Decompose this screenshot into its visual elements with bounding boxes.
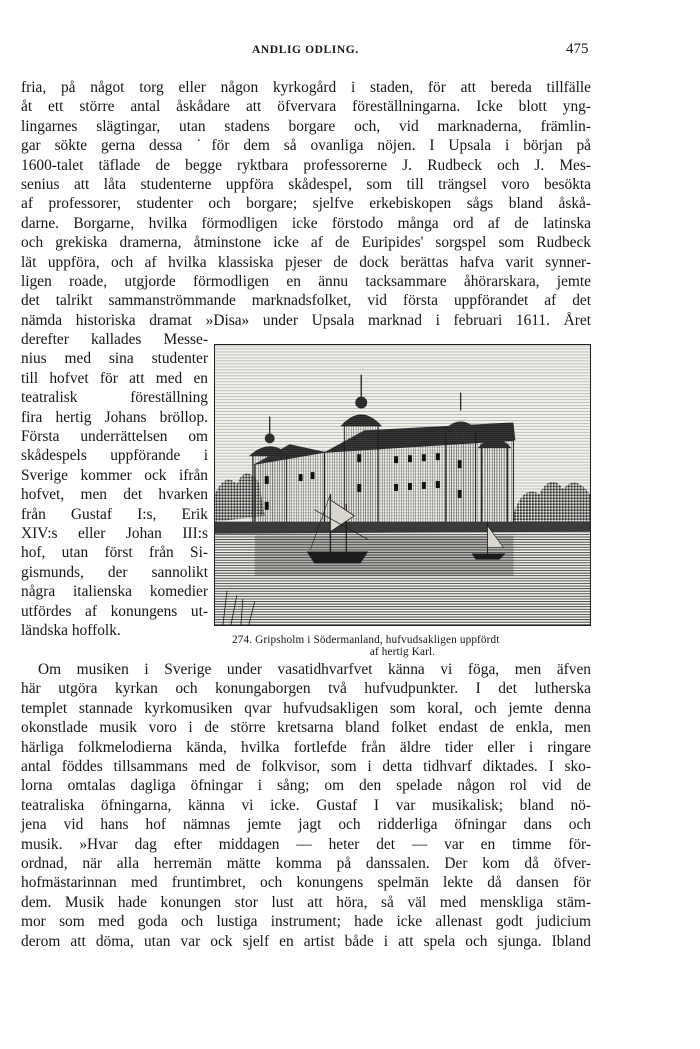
text-line: derom att döma, utan var ock sjelf en artist både i att spela och sjunga. Ibland (21, 933, 591, 950)
text-line: lingarnes slägtingar, utan stadens borgare och, vid marknaderna, främlin- (21, 118, 591, 135)
text-line: åt ett större antal åskådare att öfvervara föreställningarna. Icke blott yng- (21, 98, 591, 115)
far-right-tower (482, 444, 508, 523)
text-line: ligen roade, utgjorde förmodligen en ännu tacksammare åhörarskara, jemte (21, 273, 591, 290)
text-line: lorna omtalas dagliga öfningar i sång; om den spelade någon rol vid de (21, 777, 591, 794)
column-text-line: teatralisk föreställning (21, 389, 208, 406)
text-line: af professorer, studenter och borgare; sjelfve erkebiskopen sågs bland åskå- (21, 195, 591, 212)
column-text-line: från Gustaf I:s, Erik (21, 506, 208, 523)
text-line: dem. Musik hade konungen stor lust att höra, så väl med menskliga stäm- (21, 894, 591, 911)
round-tower-left (253, 454, 287, 527)
running-head: ANDLIG ODLING. (252, 44, 359, 56)
central-tower (344, 422, 378, 525)
column-text-line: några italienska komedier (21, 583, 208, 600)
column-text-line: Sverige kommer ock ifrån (21, 467, 208, 484)
column-text-line: nius med sina studenter (21, 350, 208, 367)
right-tower (446, 428, 476, 525)
text-line: gar sökte gerna dessa ˙för dem så ovanliga nöjen. I Upsala i början på (21, 137, 591, 154)
text-line: antal föddes tillsammans med de folkvisor, som i detta tidhvarf diktades. I sko- (21, 758, 591, 775)
text-line: jena vid hans hof nämnas jemte jagt och ridderliga öfningar dans och (21, 816, 591, 833)
text-line: okonstlade musik voro i de större kretsarna bland folket endast de enkla, men (21, 719, 591, 736)
text-line: lät uppföra, och af hvilka klassiska pjeser de dock berättas hafva varit synner- (21, 254, 591, 271)
column-text-line: ländska hoffolk. (21, 622, 121, 639)
text-line: fria, på något torg eller någon kyrkogård i staden, för att bereda tillfälle (21, 79, 591, 96)
page-number: 475 (566, 41, 589, 57)
column-text-line: XIV:s eller Johan III:s (21, 525, 208, 542)
column-text-line: skådespels uppförande i (21, 447, 208, 464)
column-text-line: gismunds, der sannolikt (21, 564, 208, 581)
figure-caption: 274. Gripsholm i Södermanland, hufvudsakligen uppfördt (232, 634, 500, 646)
text-line: hofmästarinnan med fruntimbret, och konungens spelmän lekte då dansen för (21, 874, 591, 891)
text-line: det talrikt sammanströmmande marknadsfolket, vid första uppförandet af det (21, 292, 591, 309)
text-line: nämda historiska dramat »Disa» under Upsala marknad i februari 1611. Året (21, 312, 591, 329)
text-line: templet stannade kyrkomusiken qvar hufvudsakligen som koral, och jemte denna (21, 700, 591, 717)
column-text-line: utfördes af konungens ut- (21, 603, 208, 620)
tower-lantern-left (265, 433, 275, 443)
castle-illustration (215, 345, 590, 625)
text-line: här utgöra kyrkan och konungaborgen två hufvudpunkter. I det lutherska (21, 680, 591, 697)
text-line: mor som med goda och lustiga instrument; hade icke allenast godt judicium (21, 913, 591, 930)
column-text-line: Första underrättelsen om (21, 428, 208, 445)
column-text-line: derefter kallades Messe- (21, 331, 208, 348)
central-tower-lantern (355, 397, 367, 409)
column-text-line: hof, utan först från Si- (21, 544, 208, 561)
column-text-line: till hofvet för att med en (21, 370, 208, 387)
text-line: och grekiska dramerna, åtminstone icke af de Euripides' sorgspel som Rudbeck (21, 234, 591, 251)
text-line: 1600-talet täflade de begge ryktbara professorerne J. Rudbeck och J. Mes- (21, 157, 591, 174)
text-line: härliga folkmelodierna kända, hvilka fortlefde från äldre tider eller i ringare (21, 739, 591, 756)
text-line: musik. »Hvar dag efter middagen — heter det — var en timme för- (21, 836, 591, 853)
column-text-line: fira hertig Johans bröllop. (21, 409, 208, 426)
figure-caption-continued: af hertig Karl. (369, 646, 436, 658)
text-line: Om musiken i Sverige under vasatidhvarfvet känna vi föga, men äfven (38, 661, 591, 678)
text-line: teatraliska öfningarna, känna vi icke. Gustaf I var musikalisk; bland nö- (21, 797, 591, 814)
gripsholm-engraving (214, 344, 591, 626)
text-line: ordnad, när alla herremän mätte komma på danssalen. Der kom då öfver- (21, 855, 591, 872)
text-line: darne. Borgarne, hvilka förmodligen icke förstodo många ord af de latinska (21, 215, 591, 232)
column-text-line: hofvet, men det hvarken (21, 486, 208, 503)
text-line: senius att låta studenterne uppföra skådespel, som till trängsel voro besökta (21, 176, 591, 193)
